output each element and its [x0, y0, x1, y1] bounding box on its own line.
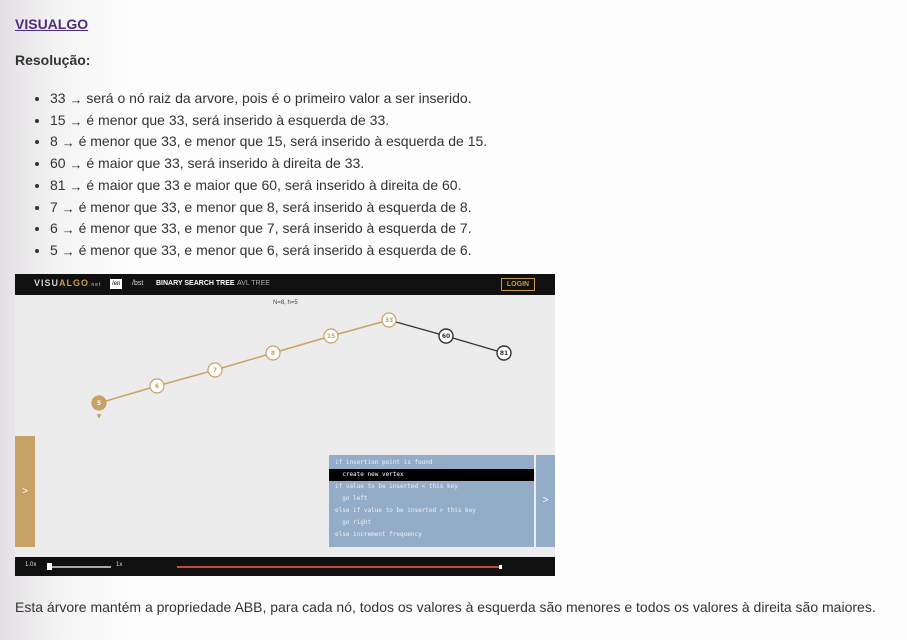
svg-text:60: 60 [441, 333, 451, 340]
tab-avl-tree: AVL TREE [237, 280, 270, 287]
list-item [50, 153, 487, 175]
tree-size-label: N=8, h=5 [273, 300, 298, 306]
speed-slider [49, 566, 111, 568]
step-text: é maior que 33, será inserido à direita de 33. [86, 155, 365, 172]
arrow-icon: → [61, 135, 75, 151]
tree-node-6 [150, 379, 164, 393]
svg-text:8: 8 [270, 350, 276, 357]
list-item [50, 110, 487, 132]
svg-text:15: 15 [326, 333, 336, 340]
arrow-icon: → [61, 200, 75, 216]
visualgo-screenshot [15, 274, 555, 576]
arrow-icon: → [61, 222, 75, 238]
code-line: if value to be inserted < this key [335, 483, 458, 490]
code-line: if insertion point is found [335, 459, 433, 466]
list-item [50, 218, 487, 240]
playback-progress-knob [499, 565, 502, 569]
tab-binary-search-tree: BINARY SEARCH TREE [156, 280, 235, 287]
svg-text:5: 5 [96, 400, 102, 407]
svg-text:33: 33 [384, 317, 394, 324]
current-marker-icon: ▼ [96, 413, 102, 420]
pseudocode-panel [329, 455, 534, 547]
list-item [50, 131, 487, 153]
list-item [50, 197, 487, 219]
edge-60-81 [446, 336, 504, 353]
code-line: go right [335, 519, 372, 526]
step-value: 81 [50, 176, 66, 193]
tree-node-15 [324, 329, 338, 343]
step-value: 8 [50, 133, 58, 150]
step-text: é menor que 33, e menor que 6, será inserido à esquerda de 6. [78, 241, 472, 258]
expand-actions-button: > [15, 436, 35, 547]
step-value: 33 [50, 90, 66, 106]
tree-node-5 [92, 396, 106, 410]
edge-7-6 [157, 370, 215, 386]
tree-node-33 [382, 313, 396, 327]
bst-property-note: Esta árvore mantém a propriedade ABB, para cada nó, todos os valores à esquerda são menores e todos os valores à direita são maiores. [15, 599, 876, 615]
visualgo-logo: VISUALGO.net [34, 278, 102, 288]
edge-15-8 [273, 336, 331, 353]
tree-node-8 [266, 346, 280, 360]
step-value: 5 [50, 241, 58, 258]
arrow-icon: → [61, 243, 75, 259]
step-text: é menor que 33, e menor que 7, será inserido à esquerda de 7. [78, 220, 472, 237]
list-item [50, 88, 487, 110]
arrow-icon: → [69, 178, 83, 194]
edge-6-5 [99, 386, 157, 403]
tree-node-81 [497, 346, 511, 360]
code-line: else increment frequency [335, 531, 422, 538]
edge-33-15 [331, 320, 389, 336]
insertion-steps-list [15, 88, 487, 262]
playback-progress [177, 566, 502, 568]
step-value: 15 [50, 111, 66, 128]
speed-label-right: 1x [116, 562, 123, 568]
arrow-icon: → [69, 113, 83, 129]
speed-slider-knob [47, 563, 52, 570]
edge-8-7 [215, 353, 273, 370]
arrow-icon: → [69, 92, 83, 107]
list-item [50, 175, 487, 197]
language-select: /en [112, 281, 121, 287]
step-text: é maior que 33 e maior que 60, será inserido à direita de 60. [86, 176, 462, 193]
step-value: 6 [50, 220, 58, 237]
resolution-heading: Resolução: [15, 52, 91, 68]
playback-bar [15, 557, 555, 576]
step-text: é menor que 33, será inserido à esquerda de 33. [86, 111, 390, 128]
edge-33-60 [389, 320, 446, 336]
step-value: 7 [50, 198, 58, 215]
step-text: será o nó raiz da arvore, pois é o primeiro valor a ser inserido. [86, 90, 472, 106]
svg-text:7: 7 [212, 367, 218, 374]
tree-node-7 [208, 363, 222, 377]
step-text: é menor que 33, e menor que 15, será inserido à esquerda de 15. [78, 133, 488, 150]
svg-text:81: 81 [499, 350, 509, 357]
arrow-icon: → [69, 157, 83, 173]
login-button: LOGIN [501, 278, 535, 291]
step-value: 60 [50, 155, 66, 172]
tree-node-60 [439, 329, 453, 343]
code-line-active: create new vertex [329, 469, 534, 481]
path-label: /bst [132, 280, 144, 287]
code-line: else if value to be inserted > this key [335, 507, 476, 514]
collapse-code-button: > [536, 455, 555, 547]
speed-label: 1.0x [25, 562, 37, 568]
svg-text:6: 6 [154, 383, 160, 390]
visualgo-link[interactable]: VISUALGO [15, 16, 89, 32]
list-item [50, 240, 487, 262]
step-text: é menor que 33, e menor que 8, será inserido à esquerda de 8. [78, 198, 472, 215]
code-line: go left [335, 495, 368, 502]
